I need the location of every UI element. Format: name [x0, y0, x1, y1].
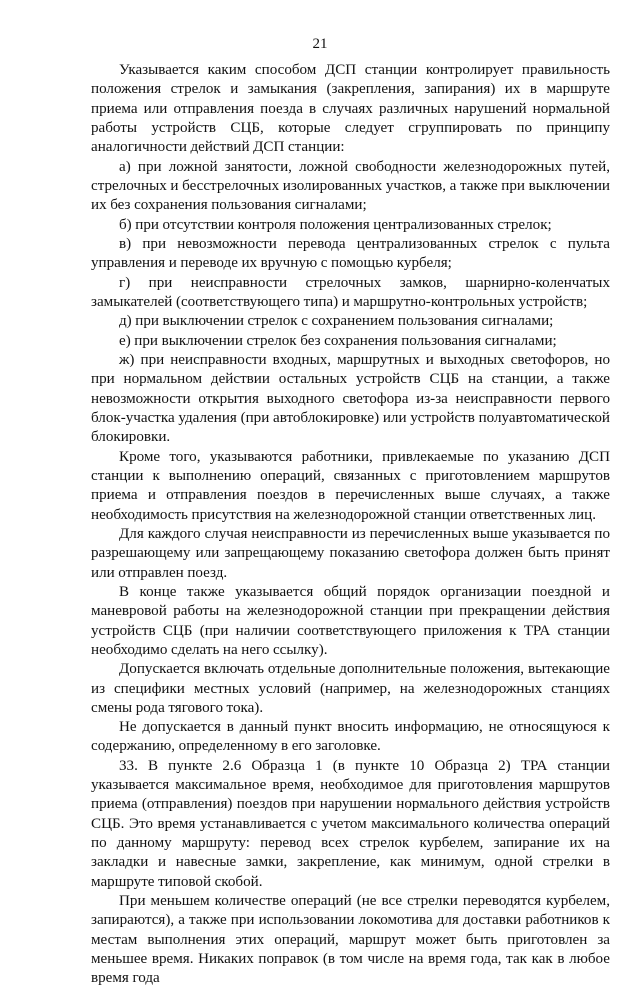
list-item-g: г) при неисправности стрелочных замков, шарнирно-коленчатых замыкателей (соответствующего типа) и маршрутно-контрольных устройств; [91, 274, 610, 310]
list-item-v: в) при невозможности перевода централизованных стрелок с пульта управления и переводе их вручную с помощью курбеля; [91, 235, 610, 272]
paragraph-additional: Допускается включать отдельные дополнительные положения, вытекающие из специфики местных условий (например, на железнодорожных станциях смены рода тягового тока). [91, 661, 610, 716]
paragraph-general-order: В конце также указывается общий порядок организации поездной и маневровой работы на железнодорожной станции при прекращении действия устройств СЦБ (при наличии соответствующего приложения к ТРА станции необходимо сделать на него ссылку). [91, 583, 610, 658]
paragraph-fewer-operations: При меньшем количестве операций (не все стрелки переводятся курбелем, запираются), а также при использовании локомотива для доставки работников к местам выполнения этих операций, маршрут может быть приготовлен за меньшее время. Никаких поправок (в том числе на время года, так как в любое время года [91, 893, 610, 987]
list-item-zh: ж) при неисправности входных, маршрутных и выходных светофоров, но при нормальном действии остальных устройств СЦБ на станции, а также невозможности открытия выходного светофора из-за неисправности первого блок-участка удаления (при автоблокировке) или устройств полуавтоматической блокировки. [91, 351, 610, 446]
paragraph-intro: Указывается каким способом ДСП станции контролирует правильность положения стрелок и замыкания (закрепления, запирания) их в маршруте приема или отправления поезда в случаях различных нарушений нормальной работы устройств СЦБ, которые следует сгруппировать по принципу аналогичности действий ДСП станции: [91, 62, 610, 156]
page-number: 21 [312, 36, 328, 52]
list-item-e: е) при выключении стрелок без сохранения пользования сигналами; [119, 332, 557, 349]
paragraph-item-33: 33. В пункте 2.6 Образца 1 (в пункте 10 Образца 2) ТРА станции указывается максимальное время, необходимое для приготовления маршрутов приема (отправления) поездов при нарушении нормального действия устройств СЦБ. Это время устанавливается с учетом максимального количества операций по данному маршруту: перевод всех стрелок курбелем, запирание их на закладки и навесные замки, закрепление, как минимум, одной стрелки в маршруте типовой скобой. [91, 757, 610, 890]
paragraph-workers: Кроме того, указываются работники, привлекаемые по указанию ДСП станции к выполнению операций, связанных с приготовлением маршрутов приема и отправления поездов в перечисленных выше случаях, а также необходимость присутствия на железнодорожной станции ответственных лиц. [91, 448, 610, 523]
list-item-b: б) при отсутствии контроля положения централизованных стрелок; [119, 216, 552, 233]
paragraph-signal: Для каждого случая неисправности из перечисленных выше указывается по разрешающему или запрещающему показанию светофора должен быть принят или отправлен поезд. [91, 525, 610, 581]
list-item-a: а) при ложной занятости, ложной свободности железнодорожных путей, стрелочных и бесстрелочных изолированных участков, а также при выключении их без сохранения пользования сигналами; [91, 158, 610, 214]
paragraph-restriction: Не допускается в данный пункт вносить информацию, не относящуюся к содержанию, определенному в его заголовке. [91, 719, 610, 755]
document-body [91, 61, 610, 989]
list-item-d: д) при выключении стрелок с сохранением пользования сигналами; [119, 313, 554, 330]
